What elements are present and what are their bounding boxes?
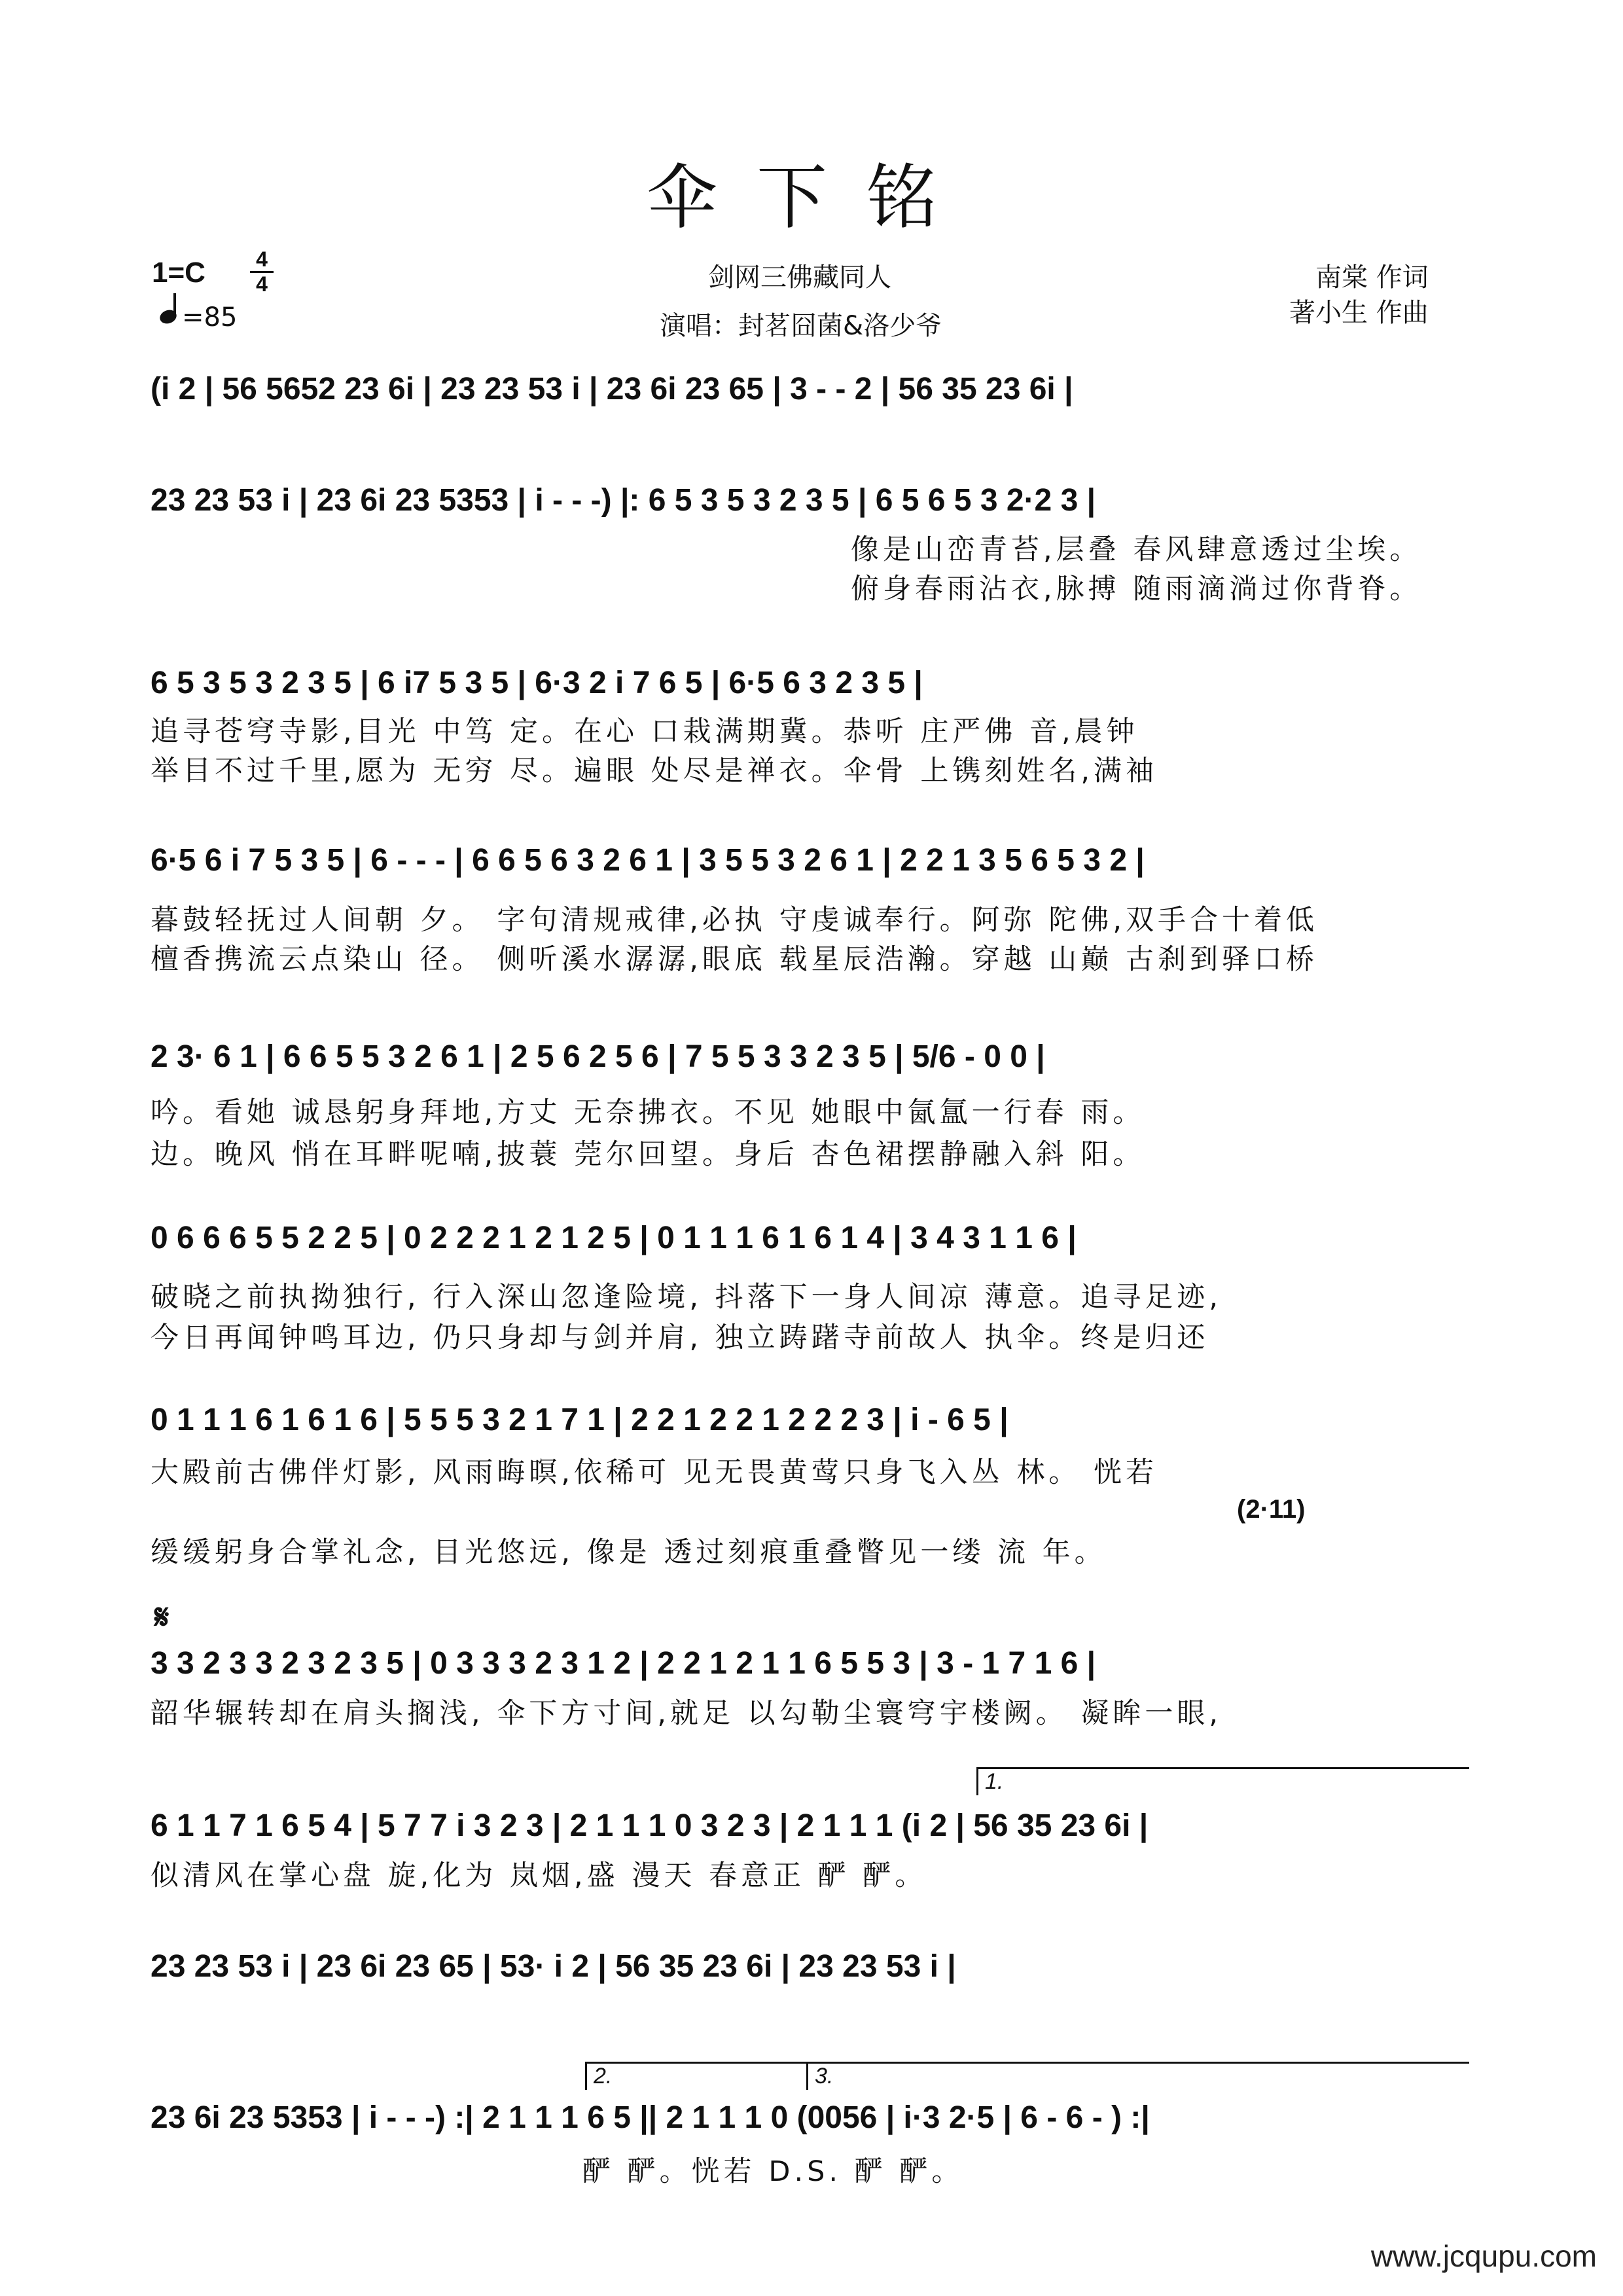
- lyric-line: 暮鼓轻抚过人间朝 夕。 字句清规戒律,必执 守虔诚奉行。阿弥 陀佛,双手合十着低: [151, 904, 1319, 937]
- notation-line: 0 6 6 6 5 5 2 2 5 | 0 2 2 2 1 2 1 2 5 | 0 1 1 1 6 1 6 1 4 | 3 4 3 1 1 6 |: [151, 1221, 1077, 1255]
- volta-1-bracket: 1.: [976, 1767, 1469, 1795]
- volta-3-bracket: 3.: [806, 2062, 1469, 2090]
- lyric-line: 吟。看她 诚恳躬身拜地,方丈 无奈拂衣。不见 她眼中氤氲一行春 雨。: [151, 1096, 1145, 1129]
- notation-line: 23 23 53 i | 23 6i 23 65 | 53· i 2 | 56 35 23 6i | 23 23 53 i |: [151, 1949, 956, 1984]
- notation-line: (i 2 | 56 5652 23 6i | 23 23 53 i | 23 6i 23 65 | 3 - - 2 | 56 35 23 6i |: [151, 372, 1073, 406]
- lyric-line: 缓缓躬身合掌礼念, 目光悠远, 像是 透过刻痕重叠瞥见一缕 流 年。: [151, 1536, 1107, 1569]
- lyric-line: 追寻苍穹寺影,目光 中笃 定。在心 口栽满期冀。恭听 庄严佛 音,晨钟: [151, 715, 1139, 748]
- lyric-line: 酽 酽。恍若 D.S. 酽 酽。: [582, 2155, 964, 2188]
- notation-line: 6 5 3 5 3 2 3 5 | 6 i7 5 3 5 | 6·3 2 i 7 6 5 | 6·5 6 3 2 3 5 |: [151, 666, 923, 700]
- lyric-line: 举目不过千里,愿为 无穷 尽。遍眼 处尽是禅衣。伞骨 上镌刻姓名,满袖: [151, 755, 1158, 787]
- segno-sign: 𝄋: [154, 1597, 169, 1637]
- notation-line: 3 3 2 3 3 2 3 2 3 5 | 0 3 3 3 2 3 1 2 | 2 2 1 2 1 1 6 5 5 3 | 3 - 1 7 1 6 |: [151, 1646, 1096, 1681]
- time-signature-bottom: 4: [256, 272, 268, 296]
- notation-line: 23 23 53 i | 23 6i 23 5353 | i - - -) |: 6 5 3 5 3 2 3 5 | 6 5 6 5 3 2·2 3 |: [151, 483, 1096, 518]
- subtitle: 剑网三佛藏同人: [708, 262, 891, 293]
- notation-line: 6·5 6 i 7 5 3 5 | 6 - - - | 6 6 5 6 3 2 6 1 | 3 5 5 3 2 6 1 | 2 2 1 3 5 6 5 3 2 |: [151, 843, 1145, 878]
- singers: 演唱：封茗囧菌&洛少爷: [660, 311, 942, 341]
- tempo-marking: =85: [182, 302, 238, 332]
- lyric-line: 边。晚风 悄在耳畔呢喃,披蓑 莞尔回望。身后 杏色裙摆静融入斜 阳。: [151, 1138, 1145, 1171]
- volta-2-bracket: 2.: [585, 2062, 810, 2090]
- song-title: 伞下铭: [646, 157, 976, 239]
- lyric-line: 今日再闻钟鸣耳边, 仍只身却与剑并肩, 独立踌躇寺前故人 执伞。终是归还: [151, 1321, 1209, 1354]
- notation-line: 6 1 1 7 1 6 5 4 | 5 7 7 i 3 2 3 | 2 1 1 1 0 3 2 3 | 2 1 1 1 (i 2 | 56 35 23 6i |: [151, 1808, 1149, 1843]
- lyric-line: 俯身春雨沾衣,脉搏 随雨滴淌过你背脊。: [851, 573, 1422, 605]
- lyric-line: 大殿前古佛伴灯影, 风雨晦暝,依稀可 见无畏黄莺只身飞入丛 林。 恍若: [151, 1456, 1158, 1489]
- watermark: www.jcqupu.com: [1370, 2239, 1597, 2273]
- composer: 著小生 作曲: [1289, 298, 1429, 328]
- lyric-line: 檀香携流云点染山 径。 侧听溪水潺潺,眼底 载星辰浩瀚。穿越 山巅 古刹到驿口桥: [151, 943, 1319, 976]
- lyric-line: 韶华辗转却在肩头搁浅, 伞下方寸间,就足 以勾勒尘寰穹宇楼阙。 凝眸一眼,: [151, 1697, 1222, 1730]
- lyricist: 南棠 作词: [1315, 262, 1429, 293]
- time-signature-top: 4: [256, 247, 268, 271]
- lyric-line: 似清风在掌心盘 旋,化为 岚烟,盛 漫天 春意正 酽 酽。: [151, 1859, 927, 1892]
- notation-line: 2 3· 6 1 | 6 6 5 5 3 2 6 1 | 2 5 6 2 5 6 | 7 5 5 3 3 2 3 5 | 5/6 - 0 0 |: [151, 1039, 1045, 1074]
- time-signature: [250, 249, 274, 295]
- key-signature: 1=C: [152, 257, 205, 289]
- lyric-line: 像是山峦青苔,层叠 春风肆意透过尘埃。: [851, 533, 1422, 566]
- notation-line: 0 1 1 1 6 1 6 1 6 | 5 5 5 3 2 1 7 1 | 2 2 1 2 2 1 2 2 2 3 | i - 6 5 |: [151, 1403, 1008, 1437]
- lyric-line: 破晓之前执拗独行, 行入深山忽逢险境, 抖落下一身人间凉 薄意。追寻足迹,: [151, 1281, 1222, 1314]
- notation-line: 23 6i 23 5353 | i - - -) :| 2 1 1 1 6 5 || 2 1 1 1 0 (0056 | i·3 2·5 | 6 - 6 - ) :|: [151, 2100, 1150, 2135]
- alternate-notes: (2·11): [1237, 1495, 1306, 1524]
